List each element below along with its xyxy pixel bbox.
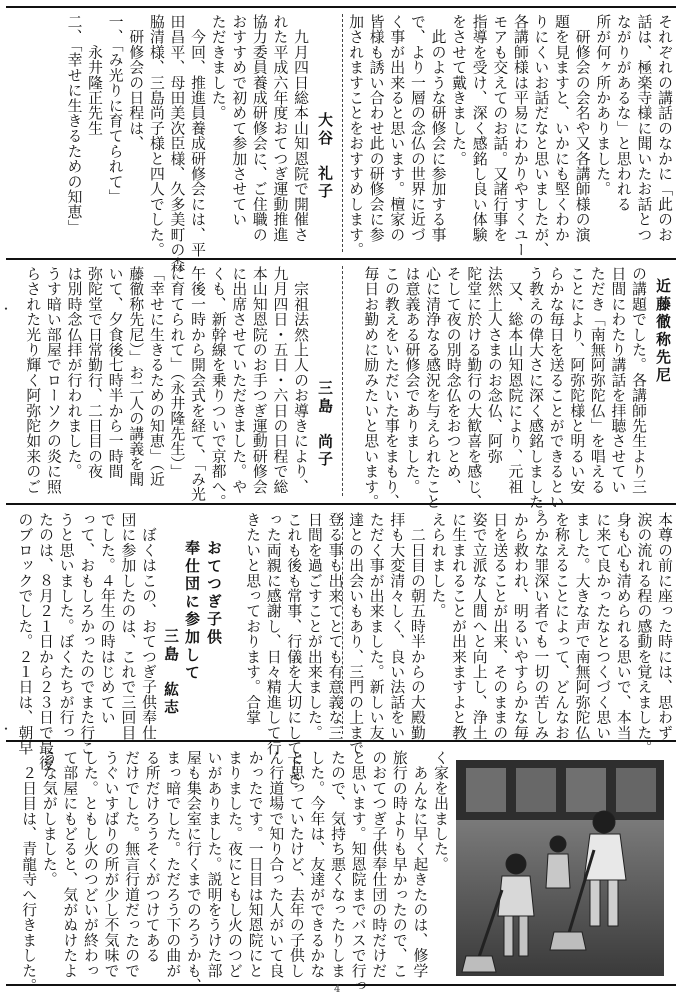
children-cleaning-photo (456, 760, 664, 976)
section-divider-2 (6, 503, 676, 505)
margin-mark-1: ・ (0, 302, 13, 316)
article-kondo-continued: の講題でした。各講師先生より三 日間にわたり講話を拝聴させてい ただき「南無阿弥陀仏」を唱える ことにより、阿弥陀様と明るい安 らかな毎日を送ることができるとい う教えの偉大さに深く感銘しました。 又、総本山知恩院により、元祖 法然上人さまのお念仏、阿弥 陀堂に於ける勤行の大歓喜を感じ、 そして夜の別時念仏をおつとめ、 心に清浄なる感況を与えられたこと は意義ある研修会でありました。 この教えをいただいた事をまもり、 毎日お勤めに励みたいと思います。 (362, 266, 647, 525)
column-divider-1 (342, 14, 343, 252)
article-oya-continued: それぞれの講話のなかに「此のお 話は、極楽寺様に聞いたお話とつ ながりがあるな」と思われる 所が何ヶ所かありました。 研修会の会名や又各講師様の演 題を見ますと、いかにも堅くわか りにくいお話だなと思いましたが、 各講師様は平易にわかりやすくユー モアも交えてのお話。又諸行事を 指導を受け、深く感銘し良い体験 をさせて戴きました。 此のような研修会に参加する事 で、より一層の念仏の世界に近づ く事が出来ると思います。檀家の 皆様も誘い合わせ此の研修会に参 加されますことをおすすめします。 (347, 14, 673, 258)
section-divider-1 (6, 258, 676, 260)
author-kondo-tessho: 近藤徹称先尼 (654, 278, 671, 385)
column-divider-2 (342, 266, 343, 496)
section-divider-3 (6, 740, 676, 742)
author-mishima-naoko: 三島 尚子 (316, 380, 333, 469)
bottom-rule (6, 984, 676, 986)
article-mishima-koji: ぼくはこの、おてつぎ子供奉仕 団に参加したのは、これで三回目 でした。４年生の時はじめてい って、おもしろかったのでまた行こ うと思いました。ぼくたちが行っ たのは、８月２１日から２３日で最後 のブロックでした。２１日は、朝早 (16, 512, 157, 771)
article-mishima-naoko-continued: 本尊の前に座った時には、思わず 涙の流れる程の感動を覚えました。 身も心も清められる思いで、本当 に来て良かったなとつくづく思い ました。大きな声で南無阿弥陀仏 を称えることによって、どんなお ろかな罪深い者でも一切の苦しみ から救われ、明るいやすらかな毎 日を送ることが出来、そのままの 姿で立派な人間へと向上し、浄土 に生まれることが出来ますよと教 えられました。 二日目の朝五時半からの大殿勤 拝も大変清々しく、良い法話をい ただく事が出来ました。新しい友 達との出会いもあり、三門の上まで 登る事も出来てとても有意義な三 日間を過ごすことが出来ました。 これも後も常事、行儀を大切にして下さ った両親に感謝し、日々精進して行 きたいと思っております。合掌 (244, 512, 673, 786)
article-mishima-naoko: 宗祖法然上人のお導きにより、 九月四日・五日・六日の日程で総 本山知恩院のお手つぎ運動研修会 に出席させていただきました。や くも、新幹線を乗りついで京都へ。 午後一時から開会式を経て、「み光 に育てられて」（永井隆先生）」 「幸せに生きるための知恵」（近 藤徹称先尼）」お二人の講義を聞 いて、夕食後七時半から一時間 弥陀堂で日常勤行、二日目の夜 は別時念仏拝が行われました。 うす暗い部屋でローソクの炎に照 らされた光り輝く阿弥陀如来のご (24, 266, 309, 510)
top-rule (6, 6, 676, 8)
author-oya-reiko: 大谷 礼子 (316, 112, 333, 201)
article-oya-reiko: 九月四日総本山知恩院で開催さ れた平成六年度おてつぎ運動推進 協力委員養成研修会に、ご住職の おすすめで初めて参加させてい ただきました。 今回、推進員養成研修会には、平 田昌平、母田美次臣様、久多美町の森 脇清様、三島尚子様と四人でした。 研修会の日程は、 一、「み光りに育てられて」 永井隆正先生 二、「幸せに生きるための知恵」 (65, 14, 309, 273)
page-number: 4 (334, 984, 341, 995)
article-title-otetsugi-kodomo: おてつぎ子供 奉仕団に参加して (183, 540, 222, 683)
author-mishima-koji: 三島 紘志 (162, 628, 179, 717)
margin-mark-2: ・ (0, 722, 13, 736)
article-mishima-koji-continued: く家を出ました。 あんなに早く起きたのは、修学 旅行の時よりも早かったので、こ のおてつぎ子供奉仕団の時だけだ と思います。知恩院までバスで行っ たので、気持ち悪くなったりしま した。今年は、友達ができるかな と思っていたけど、去年の子供し ん行道場で知り合った人がいて良 かったです。一日目は知恩院にと まりました。夜にともし火のつど いがありました。説明をうけた部 屋も集会室に行くまでのろうかも、 まっ暗でした。ただろう下の曲が る所だけろうそくがつけてある だけでした。無言行道だったので うぐいすばりの所が少し不気味で した。ともし火のつどいが終わっ て部屋にもどると、気がぬけたよ うな気がしました。 ２日目は、青龍寺へ行きました。 (20, 750, 449, 994)
